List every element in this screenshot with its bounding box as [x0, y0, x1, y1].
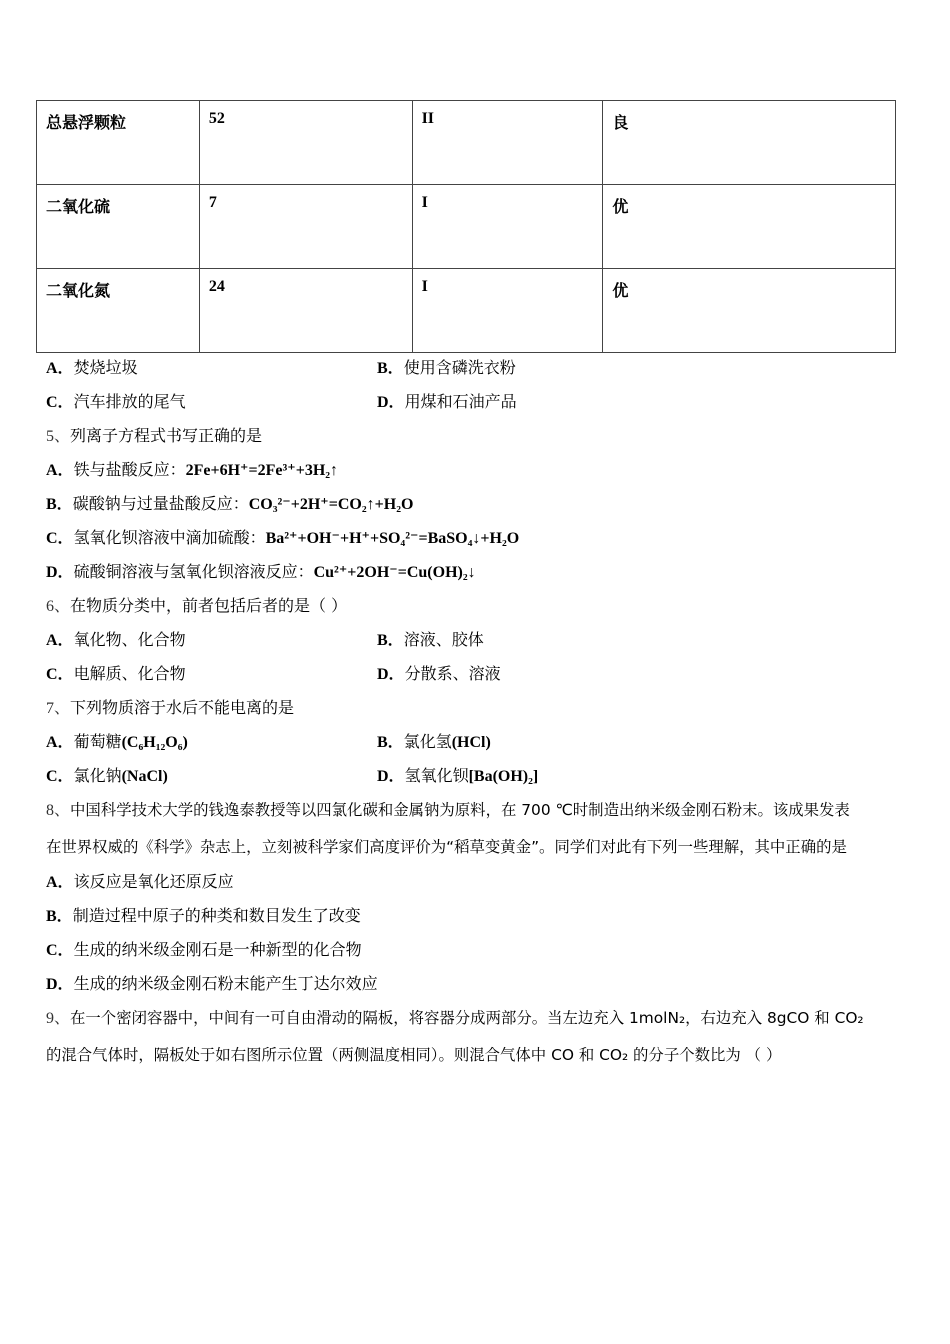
q5-option-c: C．氢氧化钡溶液中滴加硫酸：Ba²⁺+OH⁻+H⁺+SO₄²⁻=BaSO₄↓+H₂O	[46, 528, 520, 547]
index-cell: 24	[199, 269, 412, 353]
q9-stem-line-1: 9、在一个密闭容器中，中间有一可自由滑动的隔板，将容器分成两部分。当左边充入 1molN₂，右边充入 8gCO 和 CO₂	[46, 1009, 864, 1027]
q8-stem-line-1: 8、中国科学技术大学的钱逸泰教授等以四氯化碳和金属钠为原料，在 700 ℃时制造出纳米级金刚石粉末。该成果发表	[46, 801, 850, 819]
q7-option-b: B．氯化氢(HCl)	[377, 732, 491, 751]
q4-option-a: A．焚烧垃圾	[46, 358, 138, 377]
q7-option-c: C．氯化钠(NaCl)	[46, 766, 168, 785]
q7-option-a: A．葡萄糖(C₆H₁₂O₆)	[46, 732, 188, 751]
q5-option-a: A．铁与盐酸反应：2Fe+6H⁺=2Fe³⁺+3H₂↑	[46, 460, 339, 479]
q8-stem-line-2: 在世界权威的《科学》杂志上，立刻被科学家们高度评价为“稻草变黄金”。同学们对此有下列一些理解，其中正确的是	[46, 838, 847, 856]
q6-option-c: C．电解质、化合物	[46, 664, 186, 683]
pollutant-cell: 二氧化氮	[37, 269, 200, 353]
q5-option-d: D．硫酸铜溶液与氢氧化钡溶液反应：Cu²⁺+2OH⁻=Cu(OH)₂↓	[46, 562, 476, 581]
equation: Cu²⁺+2OH⁻=Cu(OH)₂↓	[313, 564, 476, 581]
air-quality-table	[36, 100, 896, 353]
equation: CO₃²⁻+2H⁺=CO₂↑+H₂O	[248, 496, 414, 513]
quality-cell: 优	[603, 269, 896, 353]
table-row	[37, 269, 896, 353]
q7-option-d: D．氢氧化钡[Ba(OH)₂]	[377, 766, 539, 785]
q6-option-d: D．分散系、溶液	[377, 664, 501, 683]
grade-cell: I	[412, 185, 603, 269]
pollutant-cell: 总悬浮颗粒	[37, 101, 200, 185]
q8-option-c: C．生成的纳米级金刚石是一种新型的化合物	[46, 940, 362, 959]
q4-option-d: D．用煤和石油产品	[377, 392, 517, 411]
q7-stem: 7、下列物质溶于水后不能电离的是	[46, 698, 295, 717]
index-cell: 52	[199, 101, 412, 185]
pollutant-cell: 二氧化硫	[37, 185, 200, 269]
q6-stem: 6、在物质分类中，前者包括后者的是（ ）	[46, 596, 348, 615]
grade-cell: II	[412, 101, 603, 185]
q8-option-a: A．该反应是氧化还原反应	[46, 872, 234, 891]
grade-cell: I	[412, 269, 603, 353]
q5-option-b: B．碳酸钠与过量盐酸反应：CO₃²⁻+2H⁺=CO₂↑+H₂O	[46, 494, 414, 513]
q6-option-b: B．溶液、胶体	[377, 630, 484, 649]
q4-option-b: B．使用含磷洗衣粉	[377, 358, 516, 377]
quality-cell: 优	[603, 185, 896, 269]
index-cell: 7	[199, 185, 412, 269]
table-row	[37, 185, 896, 269]
q8-option-d: D．生成的纳米级金刚石粉末能产生丁达尔效应	[46, 974, 378, 993]
equation: 2Fe+6H⁺=2Fe³⁺+3H₂↑	[185, 462, 339, 479]
equation: Ba²⁺+OH⁻+H⁺+SO₄²⁻=BaSO₄↓+H₂O	[265, 530, 520, 547]
quality-cell: 良	[603, 101, 896, 185]
q4-option-c: C．汽车排放的尾气	[46, 392, 186, 411]
q9-stem-line-2: 的混合气体时，隔板处于如右图所示位置（两侧温度相同）。则混合气体中 CO 和 CO₂ 的分子个数比为 （ ）	[46, 1046, 782, 1064]
q5-stem: 5、列离子方程式书写正确的是	[46, 426, 263, 445]
table-row	[37, 101, 896, 185]
q6-option-a: A．氧化物、化合物	[46, 630, 186, 649]
q8-option-b: B．制造过程中原子的种类和数目发生了改变	[46, 906, 361, 925]
